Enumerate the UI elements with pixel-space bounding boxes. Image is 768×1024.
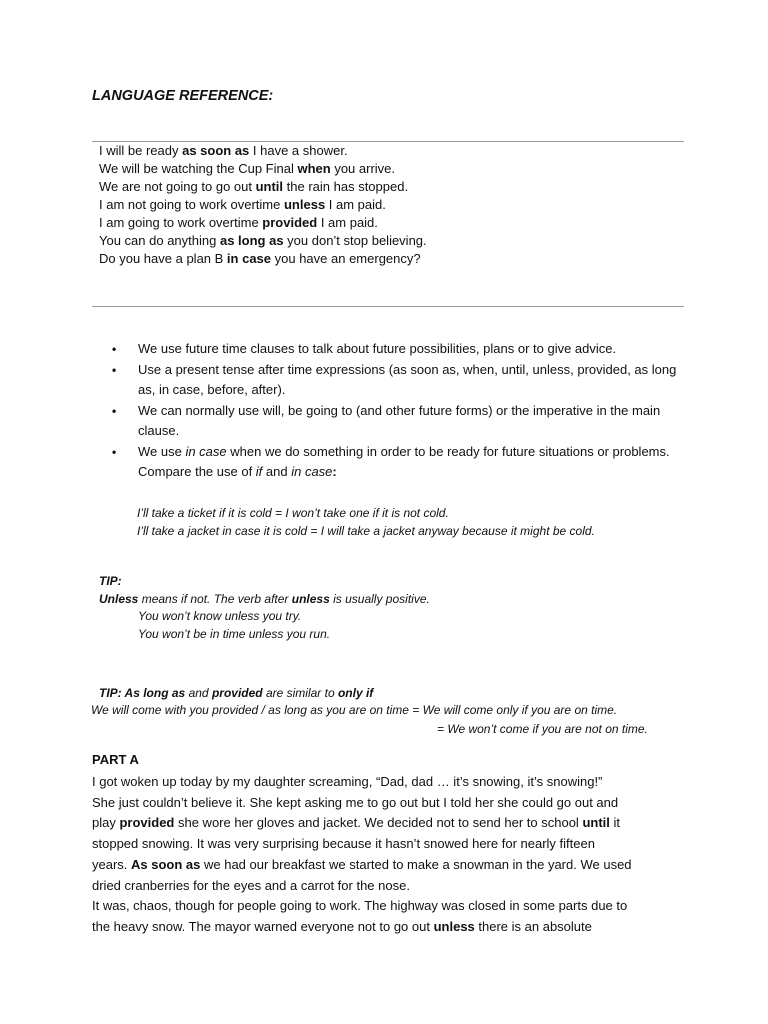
- bullet-icon: •: [112, 342, 117, 356]
- part-a-text: I got woken up today by my daughter screaming, “Dad, dad … it’s snowing, it’s snowing!” She just couldn’t believe it. She kept asking me to go out but I told her she could go out and play provided she wore her gloves and jacket. We decided not to send her to school until it stopped snowing. It was very surprising because it hasn’t snowed here for nearly fifteen years. As soon as we had our breakfast we started to make a snowman in the yard. We used dried cranberries for the eyes and a carrot for the nose. It was, chaos, though for people going to work. The highway was closed in some parts due to the heavy snow. The mayor warned everyone not to go out unless there is an absolute: [92, 774, 632, 934]
- example-line: We are not going to go out until the rain has stopped.: [99, 179, 409, 194]
- example-sentences: [99, 142, 427, 268]
- comparison-examples: [137, 504, 595, 540]
- page-title: LANGUAGE REFERENCE:: [92, 88, 274, 104]
- bullet-icon: •: [112, 362, 117, 377]
- tip-unless: [99, 573, 430, 643]
- bullet-icon: •: [112, 444, 117, 459]
- example-line: We will be watching the Cup Final when you arrive.: [99, 161, 396, 176]
- example-line: I am going to work overtime provided I am paid.: [99, 215, 378, 230]
- tip-as-long-as: TIP: As long as and provided are similar to only if: [99, 686, 374, 700]
- comparison-line: I’ll take a jacket in case it is cold = I will take a jacket anyway because it might be cold.: [137, 524, 595, 538]
- comparison-line: I’ll take a ticket if it is cold = I won’t take one if it is not cold.: [137, 506, 449, 520]
- section-heading: PART A: [92, 752, 139, 767]
- bullet-icon: •: [112, 403, 117, 418]
- tip-example: You won’t know unless you try.: [138, 609, 302, 623]
- example-line: Do you have a plan B in case you have an emergency?: [99, 251, 421, 266]
- tip-example: You won’t be in time unless you run.: [138, 626, 331, 641]
- bottom-divider: [92, 306, 684, 307]
- list-item: • We use in case when we do something in order to be ready for future situations or problems. Compare the use of if and in case:: [112, 442, 687, 483]
- example-line: I am not going to work overtime unless I am paid.: [99, 197, 386, 212]
- tip-example: = We won’t come if you are not on time.: [437, 722, 648, 736]
- list-item: • Use a present tense after time expressions (as soon as, when, until, unless, provided, as long as, in case, before, after).: [112, 360, 687, 401]
- tip-example: We will come with you provided / as long as you are on time = We will come only if you are on time.: [91, 703, 618, 717]
- list-item: • We can normally use will, be going to (and other future forms) or the imperative in the main clause.: [112, 401, 687, 442]
- rules-list: [112, 339, 687, 483]
- tip-rule: Unless means if not. The verb after unless is usually positive.: [99, 591, 430, 606]
- example-line: I will be ready as soon as I have a shower.: [99, 143, 348, 158]
- tip-label: TIP:: [99, 574, 122, 588]
- list-item: • We use future time clauses to talk about future possibilities, plans or to give advice.: [112, 339, 687, 360]
- example-line: You can do anything as long as you don’t stop believing.: [99, 233, 427, 248]
